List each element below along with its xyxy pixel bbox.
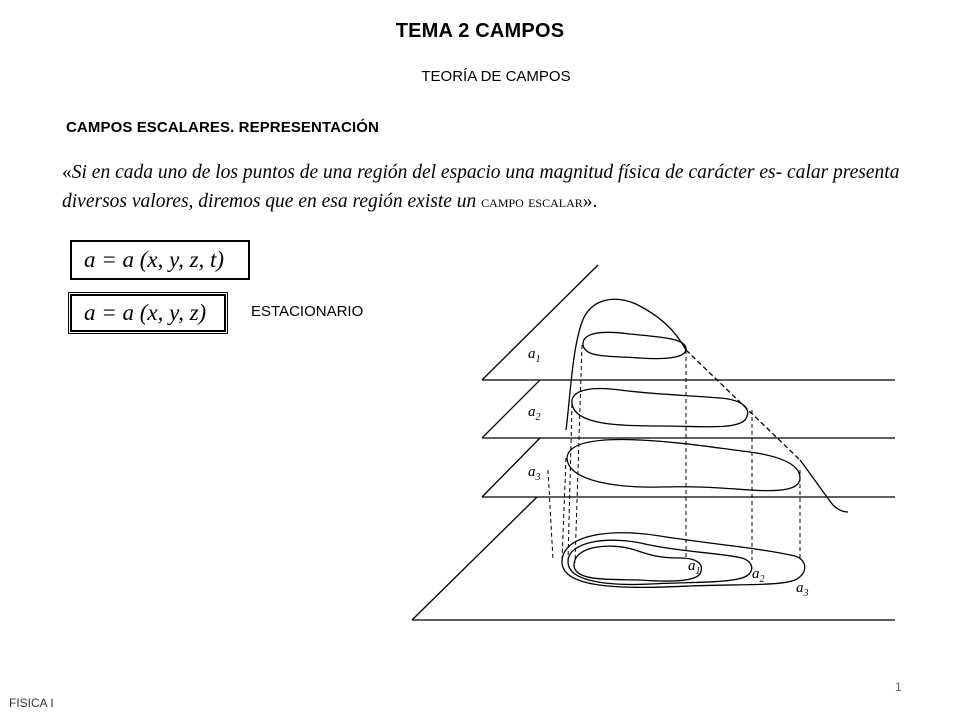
formula-stationary: a = a (x, y, z): [70, 294, 226, 332]
projection-label-a3: $a_3$: [796, 580, 809, 599]
projector-a2-left: [568, 404, 572, 560]
projection-label-a1: $a_1$: [688, 558, 701, 577]
plane-a2: [482, 380, 895, 438]
base-plane: [412, 497, 895, 620]
projection-label-a2: $a_2$: [752, 566, 765, 585]
stationary-label: ESTACIONARIO: [251, 303, 364, 320]
formula-general: a = a (x, y, z, t): [70, 240, 250, 280]
projector-a3-left: [562, 458, 566, 560]
definition-term: campo escalar: [481, 192, 583, 211]
page-number: 1: [895, 680, 902, 694]
level-curve-a2: [572, 389, 748, 427]
plane-a1: [482, 265, 895, 380]
section-heading: CAMPOS ESCALARES. REPRESENTACIÓN: [66, 119, 379, 136]
plane-label-a2: $a_2$: [528, 404, 541, 423]
plane-a3: [482, 438, 895, 497]
definition-text: Si en cada uno de los puntos de una región del espacio una magnitud física de carácter es- calar presenta diversos valores, diremos que en esa región existe un: [62, 162, 900, 212]
level-curve-a3: [567, 440, 800, 491]
course-footer: FISICA I: [9, 696, 54, 710]
surface-profile-tail: [800, 460, 848, 512]
plane-label-a3: $a_3$: [528, 464, 541, 483]
plane-label-a1: $a_1$: [528, 346, 541, 365]
projector-outer: [548, 470, 553, 560]
projection-curve-a1: [574, 546, 701, 581]
close-quote: ».: [582, 191, 598, 212]
open-quote: «: [62, 162, 72, 183]
page-title: TEMA 2 CAMPOS: [395, 20, 565, 42]
level-curve-a1: [583, 332, 686, 358]
surface-profile-left: [566, 299, 686, 430]
projector-a1-left: [575, 345, 582, 563]
page-subtitle: TEORÍA DE CAMPOS: [421, 68, 571, 85]
